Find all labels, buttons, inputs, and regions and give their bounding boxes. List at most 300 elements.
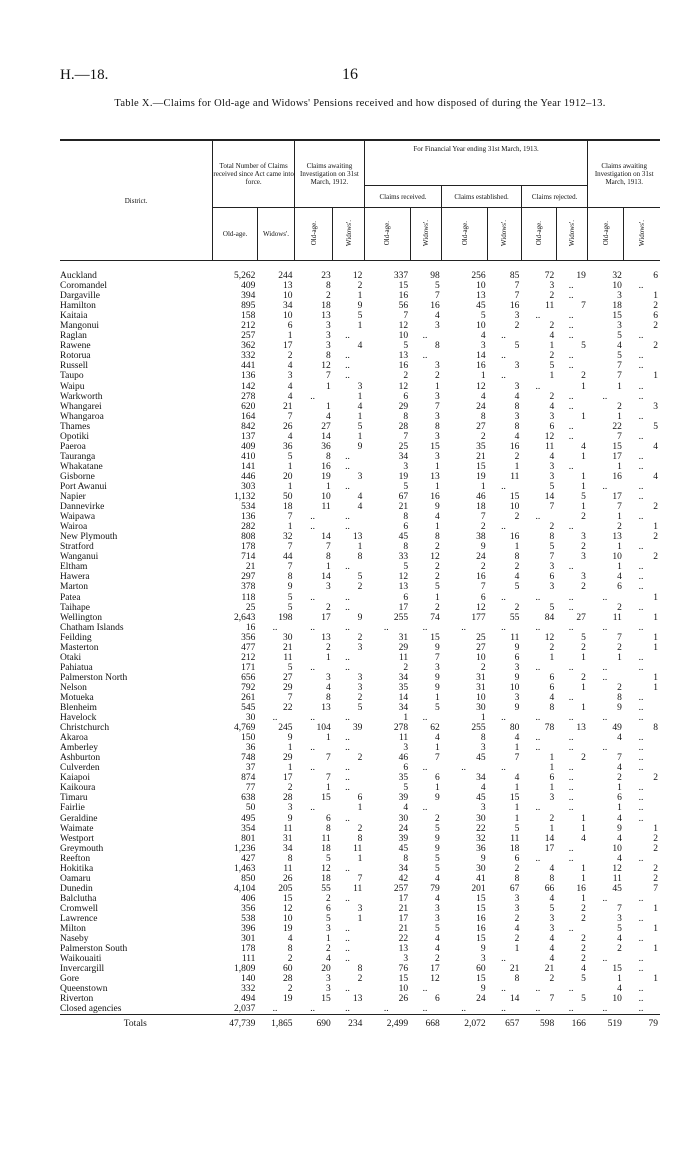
table-cell: .. — [602, 893, 608, 904]
table-cell: 4 — [325, 954, 331, 965]
table-cell: .. — [638, 602, 644, 613]
district-name: Wellington — [60, 612, 102, 623]
table-cell: 45 — [476, 793, 486, 804]
table-cell: 3 — [617, 291, 622, 302]
district-name: Waikouaiti — [60, 954, 102, 965]
table-cell: 67 — [398, 492, 409, 503]
table-cell: 8 — [514, 401, 520, 412]
table-cell: 4 — [653, 441, 658, 452]
table-cell: 30 — [476, 703, 486, 714]
table-cell: 67 — [509, 883, 520, 894]
table-cell: .. — [345, 924, 350, 935]
table-cell: 3 — [325, 331, 331, 342]
table-cell: 1 — [653, 642, 658, 653]
district-name: Geraldine — [60, 813, 98, 824]
district-name: Napier — [60, 492, 86, 503]
table-cell: 850 — [241, 873, 256, 884]
table-cell: 5 — [287, 592, 293, 603]
table-row — [60, 462, 660, 472]
table-cell: 9 — [287, 582, 293, 593]
table-cell: 16 — [509, 441, 520, 452]
table-cell: 1 — [549, 823, 555, 834]
table-cell: 142 — [241, 381, 256, 392]
table-cell: .. — [310, 592, 315, 603]
table-cell: 1 — [617, 381, 622, 392]
table-cell: 2 — [653, 773, 658, 784]
table-cell: 2 — [287, 954, 293, 965]
total-cell: 668 — [410, 1015, 442, 1032]
table-cell: 2 — [435, 954, 440, 965]
district-name: Chatham Islands — [60, 622, 124, 633]
table-cell: 15 — [476, 893, 486, 904]
table-cell: 545 — [241, 703, 256, 714]
table-cell: 5 — [435, 703, 440, 714]
table-cell: 14 — [544, 833, 555, 844]
total-cell: 657 — [488, 1015, 522, 1032]
table-cell: .. — [272, 1004, 278, 1015]
table-cell: 1 — [653, 371, 658, 382]
table-cell: .. — [568, 421, 574, 432]
table-cell: 35 — [476, 441, 486, 452]
table-cell: 26 — [283, 873, 293, 884]
table-cell: .. — [461, 1004, 467, 1015]
table-cell: 1 — [514, 542, 520, 553]
table-cell: 17 — [398, 893, 409, 904]
table-row — [60, 683, 660, 693]
table-cell: 2 — [480, 562, 486, 573]
district-name: Auckland — [60, 271, 97, 281]
table-cell: 18 — [321, 301, 331, 312]
table-cell: 5 — [403, 783, 409, 794]
table-cell: 171 — [241, 662, 256, 673]
table-cell: 118 — [241, 592, 256, 603]
table-cell: 111 — [241, 954, 256, 965]
table-cell: 16 — [509, 301, 520, 312]
table-cell: 7 — [514, 753, 520, 764]
table-row — [60, 412, 660, 422]
table-cell: 12 — [430, 974, 440, 985]
district-name: Hokitika — [60, 863, 94, 874]
district-name: Rawene — [60, 341, 91, 352]
table-cell: 15 — [430, 441, 440, 452]
district-name: Palmerston North — [60, 672, 128, 683]
table-cell: 3 — [357, 682, 363, 693]
table-cell: 24 — [476, 552, 486, 563]
table-cell: 2 — [653, 502, 658, 513]
table-cell: 177 — [471, 612, 486, 623]
table-row — [60, 834, 660, 844]
table-cell: 10 — [283, 914, 293, 924]
table-cell: 12 — [612, 863, 622, 874]
table-cell: 4 — [549, 954, 555, 965]
table-cell: 50 — [245, 803, 256, 814]
table-cell: 3 — [514, 692, 520, 703]
table-cell: 3 — [287, 371, 293, 382]
table-cell: 15 — [476, 461, 486, 472]
table-cell: 2 — [514, 914, 520, 924]
table-cell: 638 — [241, 793, 256, 804]
claims-received-header: Claims received. — [364, 186, 441, 208]
table-cell: 18 — [509, 843, 520, 854]
table-cell: .. — [422, 331, 428, 342]
table-cell: 3 — [403, 461, 409, 472]
table-cell: 4 — [549, 451, 555, 462]
table-cell: 1 — [617, 652, 622, 663]
table-row — [60, 522, 660, 532]
table-cell: 1 — [653, 612, 658, 623]
table-cell: 22 — [612, 421, 622, 432]
table-cell: 7 — [617, 371, 622, 382]
table-cell: 1 — [581, 381, 586, 392]
table-cell: 1,463 — [234, 863, 256, 874]
table-cell: 5 — [514, 582, 520, 593]
district-name: New Plymouth — [60, 532, 118, 543]
table-cell: 4 — [514, 924, 520, 935]
table-cell: 13 — [321, 311, 331, 322]
district-name: Marton — [60, 582, 88, 593]
awaiting-1913-header: Claims awaiting Investigation on 31st March, 1913. — [588, 140, 660, 208]
table-cell: 8 — [514, 974, 520, 985]
table-cell: .. — [345, 371, 350, 382]
table-cell: 13 — [398, 351, 409, 362]
table-cell: 4 — [357, 401, 363, 412]
table-cell: .. — [602, 954, 608, 965]
table-cell: .. — [638, 512, 644, 523]
table-cell: 17 — [283, 773, 293, 784]
table-cell: .. — [568, 763, 574, 774]
table-cell: 1 — [480, 371, 486, 382]
table-row — [60, 803, 660, 813]
table-cell: 8 — [549, 873, 555, 884]
table-row — [60, 693, 660, 703]
table-cell: 9 — [357, 301, 363, 312]
table-cell: 303 — [241, 481, 256, 492]
table-cell: 25 — [245, 602, 256, 613]
table-cell: .. — [345, 743, 350, 754]
table-cell: 6 — [653, 271, 658, 281]
table-row — [60, 753, 660, 763]
table-cell: 5 — [549, 602, 555, 613]
table-cell: 16 — [430, 492, 440, 503]
table-cell: .. — [638, 562, 644, 573]
old-age-header: Old-age. — [601, 220, 610, 246]
table-cell: .. — [568, 592, 574, 603]
table-cell: 1 — [653, 944, 658, 955]
table-cell: 3 — [581, 572, 586, 583]
table-cell: 1 — [653, 522, 658, 533]
table-cell: 21 — [398, 924, 409, 935]
table-cell: 10 — [476, 321, 486, 332]
table-row — [60, 301, 660, 311]
table-cell: 1 — [653, 592, 658, 603]
table-cell: 5 — [581, 492, 586, 503]
district-name: Wairoa — [60, 522, 88, 533]
table-cell: 11 — [545, 301, 555, 312]
table-cell: 21 — [509, 964, 520, 975]
district-name: Balclutha — [60, 893, 97, 904]
table-cell: .. — [422, 763, 428, 774]
table-cell: .. — [345, 331, 350, 342]
table-cell: 4 — [514, 733, 520, 744]
table-row — [60, 532, 660, 542]
table-cell: 2 — [617, 682, 622, 693]
table-cell: 4 — [357, 492, 363, 503]
table-cell: 1 — [287, 481, 293, 492]
table-cell: 16 — [509, 532, 520, 543]
table-cell: 19 — [576, 271, 586, 281]
table-cell: 9 — [435, 843, 440, 854]
table-cell: 3 — [435, 321, 440, 332]
table-cell: .. — [638, 492, 644, 503]
table-cell: .. — [310, 1004, 315, 1015]
table-cell: 1 — [581, 893, 586, 904]
table-cell: .. — [568, 522, 574, 533]
table-cell: 17 — [612, 451, 622, 462]
table-cell: 1 — [581, 813, 586, 824]
district-name: Riverton — [60, 994, 94, 1005]
table-cell: 3 — [435, 391, 440, 402]
table-cell: 6 — [549, 572, 555, 583]
table-row — [60, 633, 660, 643]
table-cell: 362 — [241, 341, 256, 352]
table-cell: .. — [638, 451, 644, 462]
table-row — [60, 321, 660, 331]
table-cell: 15 — [321, 994, 331, 1005]
table-cell: 9 — [287, 813, 293, 824]
table-cell: 5 — [514, 823, 520, 834]
table-cell: .. — [535, 713, 541, 724]
table-row — [60, 291, 660, 301]
table-cell: 15 — [509, 492, 520, 503]
table-cell: .. — [638, 763, 644, 774]
table-cell: 45 — [612, 883, 622, 894]
table-cell: .. — [602, 662, 608, 673]
table-cell: 2 — [581, 944, 586, 955]
district-name: Taupo — [60, 371, 84, 382]
table-cell: 16 — [612, 471, 622, 482]
table-cell: 7 — [435, 401, 440, 412]
table-cell: 35 — [398, 682, 409, 693]
table-cell: 8 — [480, 411, 486, 422]
table-cell: 45 — [398, 843, 409, 854]
table-cell: .. — [568, 924, 574, 935]
table-cell: .. — [501, 763, 506, 774]
table-cell: 212 — [241, 321, 256, 332]
table-cell: 2 — [435, 371, 440, 382]
table-cell: 1 — [581, 873, 586, 884]
table-cell: 3 — [325, 984, 331, 995]
table-cell: .. — [638, 582, 644, 593]
table-cell: 7 — [549, 994, 555, 1005]
table-cell: .. — [272, 622, 278, 633]
table-cell: 1 — [653, 823, 658, 834]
district-name: Waimate — [60, 823, 94, 834]
table-cell: 261 — [241, 692, 256, 703]
table-cell: 7 — [435, 291, 440, 302]
table-cell: 1 — [549, 763, 555, 774]
table-cell: 2 — [653, 552, 658, 563]
table-cell: 15 — [476, 974, 486, 985]
table-cell: .. — [535, 984, 541, 995]
table-cell: .. — [535, 1004, 541, 1015]
table-cell: 5 — [287, 662, 293, 673]
table-cell: 49 — [612, 723, 622, 734]
table-cell: 11 — [283, 863, 293, 874]
table-row — [60, 894, 660, 904]
table-cell: 5 — [435, 924, 440, 935]
table-cell: 4 — [435, 934, 440, 945]
table-cell: 6 — [549, 672, 555, 683]
table-cell: 2 — [549, 391, 555, 402]
table-cell: 11 — [321, 502, 331, 513]
table-totals — [60, 1015, 660, 1032]
table-cell: 31 — [398, 632, 409, 643]
table-title: Table X.—Claims for Old-age and Widows' Pensions received and how disposed of during the Year 1912–13. — [114, 98, 606, 109]
table-cell: 1 — [653, 974, 658, 985]
table-cell: 34 — [283, 301, 293, 312]
table-cell: 4 — [287, 431, 293, 442]
table-cell: .. — [568, 984, 574, 995]
table-cell: 2 — [287, 783, 293, 794]
table-cell: .. — [422, 984, 428, 995]
table-cell: 28 — [398, 421, 409, 432]
table-cell: 2 — [581, 914, 586, 924]
table-cell: 16 — [398, 361, 409, 372]
old-age-header: Old-age. — [309, 220, 318, 246]
table-cell: .. — [568, 431, 574, 442]
table-cell: .. — [638, 893, 644, 904]
table-cell: 18 — [612, 301, 622, 312]
table-cell: 7 — [435, 753, 440, 764]
table-cell: .. — [422, 713, 428, 724]
table-cell: 28 — [283, 793, 293, 804]
table-cell: 5 — [549, 542, 555, 553]
table-cell: 1 — [581, 502, 586, 513]
table-cell: 4 — [653, 471, 658, 482]
table-cell: 13 — [352, 994, 363, 1005]
table-cell: 24 — [476, 994, 486, 1005]
table-cell: 6 — [549, 773, 555, 784]
table-cell: 31 — [476, 672, 486, 683]
table-cell: 17 — [398, 602, 409, 613]
table-cell: .. — [535, 803, 541, 814]
table-cell: 1 — [581, 481, 586, 492]
district-name: Oamaru — [60, 873, 91, 884]
claims-rejected-header: Claims rejected. — [521, 186, 588, 208]
table-cell: 1 — [514, 813, 520, 824]
table-cell: 427 — [241, 853, 256, 864]
table-cell: 9 — [480, 542, 486, 553]
page-number: 16 — [342, 66, 358, 83]
table-row — [60, 864, 660, 874]
table-cell: .. — [638, 411, 644, 422]
table-cell: 3 — [325, 582, 331, 593]
table-cell: 21 — [476, 451, 486, 462]
table-cell: 13 — [612, 532, 622, 543]
district-name: Queenstown — [60, 984, 108, 995]
table-cell: 2 — [617, 944, 622, 955]
table-cell: .. — [638, 954, 644, 965]
table-cell: 27 — [283, 672, 293, 683]
table-cell: .. — [461, 622, 467, 633]
table-row — [60, 552, 660, 562]
widows-header: Widows'. — [500, 219, 509, 247]
table-cell: 282 — [241, 522, 256, 533]
table-cell: 3 — [435, 662, 440, 673]
table-cell: 18 — [283, 502, 293, 513]
table-cell: 2 — [549, 974, 555, 985]
widows-header: Widows'. — [568, 219, 577, 247]
table-cell: 5 — [549, 903, 555, 914]
table-row — [60, 452, 660, 462]
table-cell: 32 — [476, 833, 486, 844]
table-cell: 5 — [435, 582, 440, 593]
table-cell: 11 — [353, 843, 363, 854]
table-cell: 44 — [283, 552, 293, 563]
table-cell: 19 — [476, 471, 486, 482]
table-cell: 1 — [287, 763, 293, 774]
table-cell: 4 — [549, 331, 555, 342]
table-cell: .. — [310, 622, 315, 633]
table-cell: 18 — [321, 843, 331, 854]
table-cell: 2 — [514, 512, 520, 523]
table-cell: .. — [568, 281, 574, 292]
table-cell: 10 — [476, 692, 486, 703]
table-cell: 7 — [357, 873, 363, 884]
table-cell: 5 — [325, 914, 331, 924]
table-row — [60, 562, 660, 572]
table-cell: 5 — [549, 361, 555, 372]
table-cell: 2 — [653, 341, 658, 352]
old-age-header: Old-age. — [534, 220, 543, 246]
table-row — [60, 371, 660, 381]
table-cell: 4,104 — [234, 883, 256, 894]
table-row — [60, 351, 660, 361]
table-cell: 30 — [283, 632, 293, 643]
table-cell: 2 — [581, 934, 586, 945]
table-cell: 3 — [357, 381, 363, 392]
table-cell: .. — [568, 291, 574, 302]
table-cell: 45 — [476, 301, 486, 312]
table-cell: .. — [638, 853, 644, 864]
table-cell: 5 — [435, 853, 440, 864]
table-cell: 15 — [612, 441, 622, 452]
table-cell: 4 — [617, 833, 622, 844]
table-cell: 16 — [245, 622, 256, 633]
table-cell: .. — [345, 522, 350, 533]
table-cell: .. — [568, 793, 574, 804]
table-cell: 1 — [287, 461, 293, 472]
table-cell: .. — [638, 964, 644, 975]
table-cell: 11 — [353, 883, 363, 894]
table-row — [60, 603, 660, 613]
table-cell: 23 — [321, 271, 331, 281]
table-cell: 1 — [653, 924, 658, 935]
table-cell: 1 — [581, 411, 586, 422]
table-cell: 3 — [549, 411, 555, 422]
table-cell: 244 — [278, 271, 293, 281]
table-cell: 5 — [653, 421, 658, 432]
table-cell: .. — [535, 512, 541, 523]
table-cell: 6 — [549, 421, 555, 432]
table-cell: 1 — [435, 481, 440, 492]
table-cell: 8 — [617, 692, 622, 703]
table-cell: 6 — [325, 813, 331, 824]
table-row — [60, 502, 660, 512]
district-name: Havelock — [60, 713, 97, 724]
table-cell: 30 — [245, 713, 256, 724]
table-cell: .. — [602, 481, 608, 492]
